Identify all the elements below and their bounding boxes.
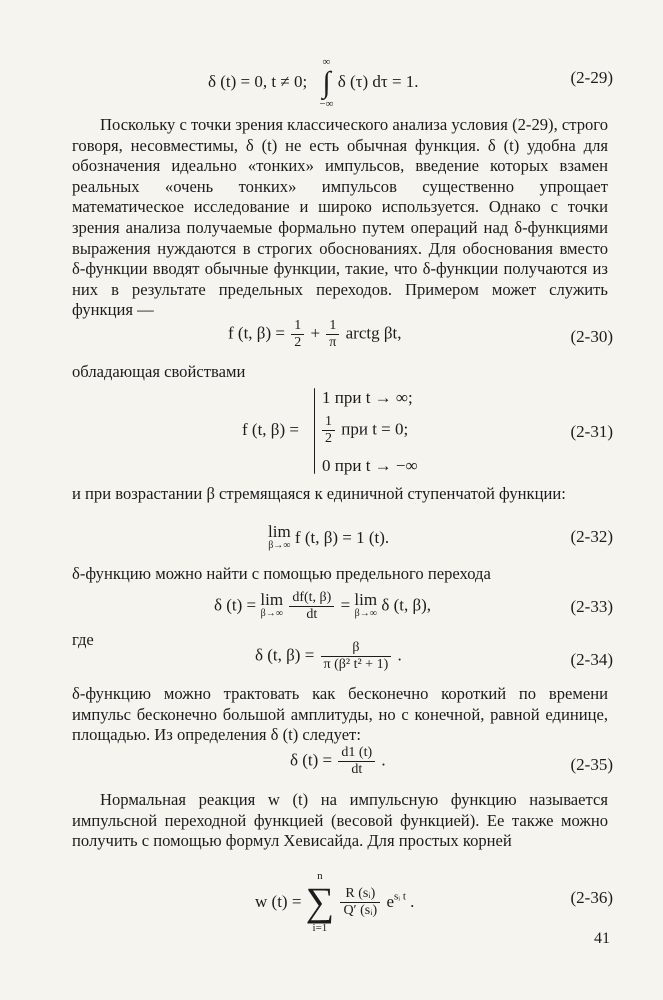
lim-under: β→∞ (268, 540, 291, 551)
limit-operator (268, 522, 291, 553)
lim-under: β→∞ (260, 607, 283, 619)
eq-number-2-30: (2-30) (570, 327, 613, 346)
frac-num: d1 (t) (341, 745, 373, 760)
eq-2-29-body: δ (τ) dτ = 1. (337, 71, 419, 91)
frac-den: 2 (322, 430, 335, 447)
eq-number-2-35: (2-35) (570, 755, 613, 774)
paragraph-5-text: Нормальная реакция w (t) на импульсную функцию называется импульсной переходной функцией (весовой функцией). Ее также можно получить с помощью формул Хевисайда. Для простых корней (72, 790, 608, 851)
exponent: sᵢ t (393, 890, 406, 903)
paragraph-4-text: δ-функцию можно трактовать как бесконечно короткий по времени импульс бесконечно большой амплитуды, но с конечной, равной единице, площадью. Из определения δ (t) следует: (72, 684, 608, 745)
paragraph-2-text: и при возрастании β стремящаяся к единичной ступенчатой функции: (72, 484, 566, 503)
equation-2-35 (290, 745, 386, 778)
period: . (410, 892, 415, 911)
frac-num: 1 (294, 318, 302, 333)
frac-den: Q′ (sᵢ) (340, 902, 380, 919)
case-2-text: при t = 0; (341, 419, 409, 439)
cases-brace (314, 388, 315, 474)
paragraph-5 (72, 790, 608, 852)
paragraph-4 (72, 684, 608, 746)
equation-2-31-lhs (242, 420, 299, 440)
fraction-delta (321, 640, 392, 673)
case-1-text: 1 при t → ∞; (322, 388, 413, 407)
integral-limits (319, 56, 333, 110)
case-3 (322, 456, 418, 476)
sum-limits (306, 870, 335, 934)
equation-2-33 (214, 590, 431, 623)
sum-lower: i=1 (312, 922, 328, 934)
text-properties (72, 362, 608, 383)
eq-2-32-body: f (t, β) = 1 (t). (294, 527, 390, 547)
fraction-one-half (322, 414, 335, 447)
exponent-base: e (386, 892, 394, 911)
integral-sign-icon: ∫ (322, 66, 331, 99)
eq-2-34-lhs: δ (t, β) = (255, 645, 315, 665)
frac-den: π (326, 334, 339, 351)
eq-2-33-lhs: δ (t) = (214, 595, 257, 615)
eq-number-2-33: (2-33) (570, 597, 613, 616)
text-where-content: где (72, 630, 94, 649)
fraction-one-pi (326, 318, 339, 351)
equation-2-36 (255, 870, 414, 934)
text-properties-content: обладающая свойствами (72, 362, 246, 381)
eq-number-2-32: (2-32) (570, 527, 613, 546)
period: . (381, 750, 386, 770)
frac-den: 2 (291, 334, 304, 351)
lim-under: β→∞ (354, 607, 377, 619)
eq-number-2-29: (2-29) (570, 68, 613, 87)
sum-sign-icon: ∑ (305, 879, 335, 924)
eq-2-30-tail: arctg βt, (345, 323, 402, 343)
integral-upper: ∞ (322, 56, 331, 68)
equation-2-30 (228, 318, 401, 351)
paragraph-2 (72, 484, 608, 505)
paragraph-3-text: δ-функцию можно найти с помощью предельного перехода (72, 564, 491, 583)
paragraph-3 (72, 564, 608, 585)
eq-number-2-31: (2-31) (570, 422, 613, 441)
case-1 (322, 388, 413, 408)
frac-num: 1 (329, 318, 337, 333)
period: . (397, 645, 402, 665)
fraction-residue (340, 886, 380, 919)
fraction-step-derivative (338, 745, 375, 778)
lim-text: lim (268, 522, 291, 541)
lim-text: lim (260, 589, 284, 609)
equation-2-29 (208, 56, 419, 110)
equation-2-34 (255, 640, 402, 673)
eq-2-36-lhs: w (t) = (255, 892, 302, 911)
eq-2-33-tail: δ (t, β), (381, 595, 432, 615)
fraction-one-half (291, 318, 304, 351)
frac-den: dt (289, 606, 334, 623)
eq-2-29-left: δ (t) = 0, t ≠ 0; (208, 71, 308, 91)
fraction-derivative (289, 590, 334, 623)
eq-number-2-34: (2-34) (570, 650, 613, 669)
equation-2-32 (268, 522, 390, 553)
lim-text: lim (354, 589, 378, 609)
frac-num: 1 (325, 414, 332, 429)
frac-den: π (β² t² + 1) (321, 656, 392, 673)
case-2 (320, 414, 408, 447)
equals-sign: = (340, 595, 351, 615)
eq-number-2-36: (2-36) (570, 888, 613, 907)
eq-2-31-lhs-text: f (t, β) = (242, 420, 299, 439)
case-3-text: 0 при t → −∞ (322, 456, 418, 475)
page-number: 41 (594, 930, 610, 947)
paragraph-1-text: Поскольку с точки зрения классического анализа условия (2-29), строго говоря, несовместимы, δ (t) не есть обычная функция. δ (t) удобна для обозначения идеально «тонких» импульсов, введение которых взамен реальных «очень тонких» импульсов существенно упрощает математическое исследование и широко используется. Однако с точки зрения анализа получаемые формально путем операций над δ-функциями выражения нуждаются в строгих обоснованиях. Для обоснования вместо δ-функции вводят обычные функции, такие, что δ-функции получаются из них в результате предельных переходов. Примером может служить функция — (72, 115, 608, 320)
integral-lower: −∞ (319, 98, 334, 110)
paragraph-1 (72, 115, 608, 321)
frac-num: β (352, 640, 360, 655)
frac-num: df(t, β) (292, 590, 332, 605)
plus-sign: + (310, 323, 321, 343)
limit-operator (354, 589, 378, 621)
sum-upper: n (317, 870, 323, 882)
frac-num: R (sᵢ) (345, 885, 376, 901)
eq-2-30-lhs: f (t, β) = (228, 323, 285, 343)
frac-den: dt (338, 761, 375, 778)
eq-2-35-lhs: δ (t) = (290, 750, 333, 770)
limit-operator (260, 589, 284, 621)
